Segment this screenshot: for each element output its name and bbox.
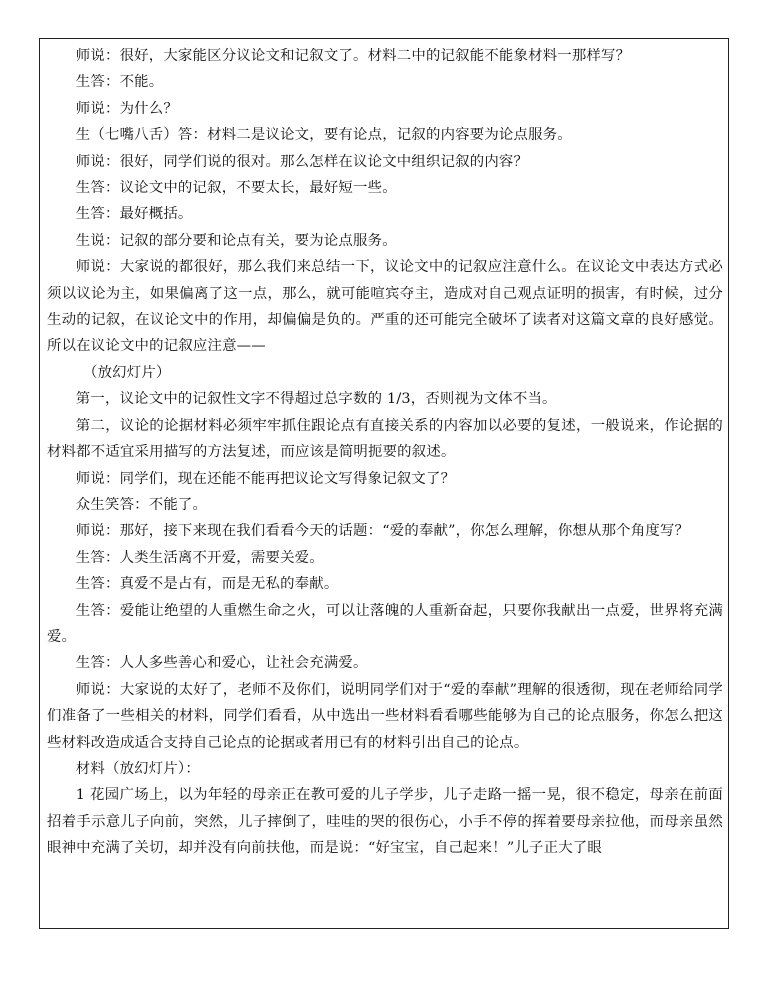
slide-note: （放幻灯片）	[83, 364, 171, 381]
paragraph: 师说：那好，接下来现在我们看看今天的话题：“爱的奉献”，你怎么理解，你想从那个角度写？	[75, 523, 690, 540]
paragraph: 众生笑答：不能了。	[75, 496, 208, 513]
paragraph: 生答：人类生活离不开爱，需要关爱。	[75, 549, 324, 566]
document-frame	[39, 38, 729, 929]
paragraph: 师说：很好，大家能区分议论文和记叙文了。材料二中的记叙能不能象材料一那样写？	[75, 48, 631, 64]
paragraph: 师说：很好，同学们说的很对。那么怎样在议论文中组织记叙的内容？	[75, 153, 529, 170]
material-item: 1 花园广场上，以为年轻的母亲正在教可爱的儿子学步，儿子走路一摇一晃，很不稳定，母亲在前面招着手示意儿子向前，突然，儿子摔倒了，哇哇的哭的很伤心，小手不停的挥着要母亲拉他，而母亲虽然眼神中充满了关切，却并没有向前扶他，而是说：“好宝宝，自己起来！”儿子正大了眼	[47, 787, 723, 857]
paragraph: 师说：大家说的都很好，那么我们来总结一下，议论文中的记叙应注意什么。在议论文中表达方式必须以议论为主，如果偏离了这一点，那么，就可能喧宾夺主，造成对自己观点证明的损害，有时候，过分生动的记叙，在议论文中的作用，却偏偏是负的。严重的还可能完全破坏了读者对这篇文章的良好感觉。所以在议论文中的记叙应注意——	[47, 259, 723, 355]
paragraph: 生答：爱能让绝望的人重燃生命之火，可以让落魄的人重新奋起，只要你我献出一点爱，世界将充满爱。	[47, 602, 723, 645]
paragraph: 生答：不能。	[75, 74, 164, 91]
document-body	[47, 43, 723, 862]
paragraph: 生答：真爱不是占有，而是无私的奉献。	[75, 576, 339, 593]
paragraph: 第二，议论的论据材料必须牢牢抓住跟论点有直接关系的内容加以必要的复述，一般说来，作论据的材料都不适宜采用描写的方法复述，而应该是简明扼要的叙述。	[47, 417, 723, 461]
paragraph: 师说：大家说的太好了，老师不及你们，说明同学们对于“爱的奉献”理解的很透彻，现在老师给同学们准备了一些相关的材料，同学们看看，从中选出一些材料看看哪些能够为自己的论点服务，你怎么把这些材料改造成适合支持自己论点的论据或者用已有的材料引出自己的论点。	[47, 681, 723, 751]
paragraph: 生说：记叙的部分要和论点有关，要为论点服务。	[75, 232, 397, 249]
paragraph: 生答：议论文中的记叙，不要太长，最好短一些。	[75, 180, 397, 197]
paragraph: 生答：最好概括。	[75, 206, 193, 223]
paragraph: 师说：同学们，现在还能不能再把议论文写得象记叙文了？	[75, 470, 456, 487]
paragraph: 师说：为什么？	[75, 100, 178, 117]
paragraph: 生（七嘴八舌）答：材料二是议论文，要有论点，记叙的内容要为论点服务。	[75, 127, 572, 144]
material-heading: 材料（放幻灯片）：	[75, 760, 200, 777]
paragraph: 第一，议论文中的记叙性文字不得超过总字数的 1/3，否则视为文体不当。	[75, 391, 557, 408]
paragraph: 生答：人人多些善心和爱心，让社会充满爱。	[75, 655, 368, 672]
